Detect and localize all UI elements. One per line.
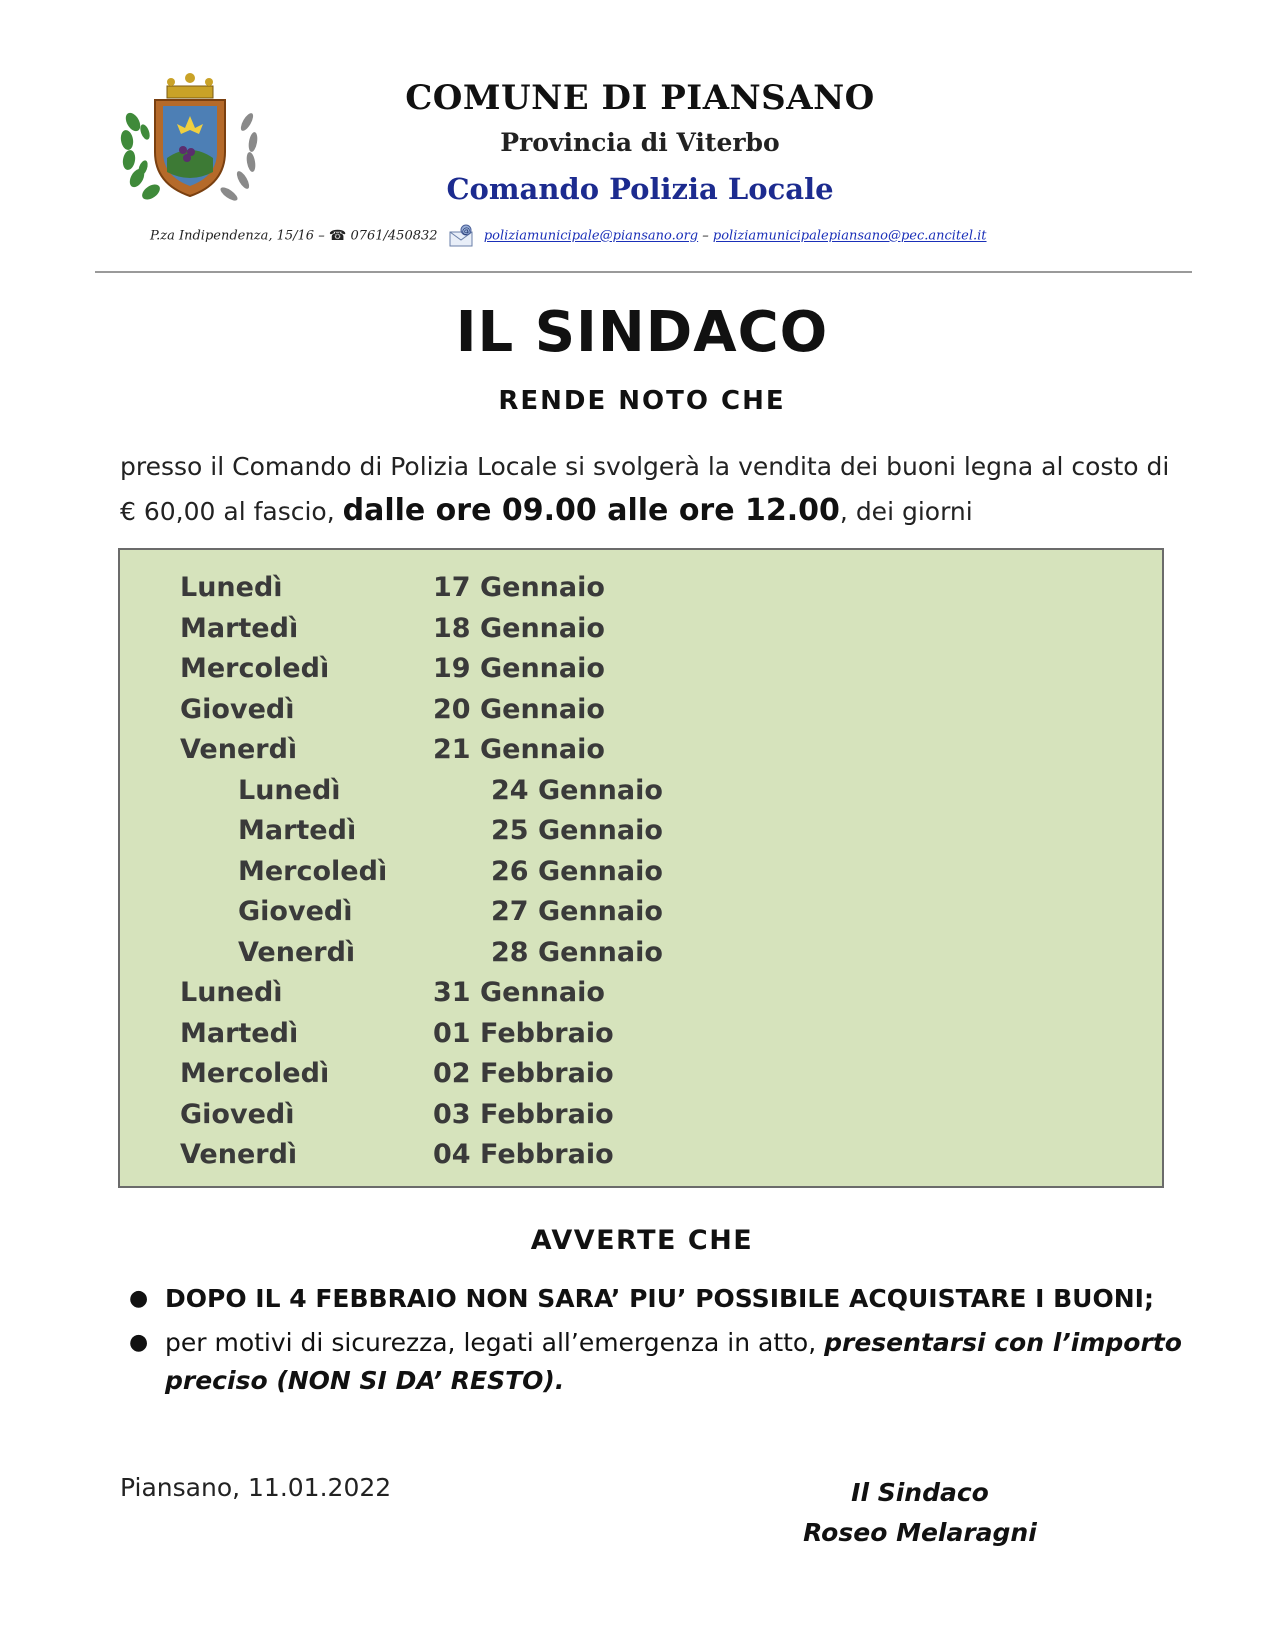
sales-hours: dalle ore 09.00 alle ore 12.00 xyxy=(342,493,840,528)
municipality-title: COMUNE DI PIANSANO xyxy=(405,78,875,118)
schedule-date: 19 Gennaio xyxy=(433,653,605,684)
schedule-day: Martedì xyxy=(180,1017,299,1049)
intro-text: presso il Comando di Polizia Locale si svolgerà la vendita dei buoni legna al costo di € 60,00 al fascio, xyxy=(120,452,1170,526)
schedule-date: 24 Gennaio xyxy=(491,774,663,806)
phone-icon: ☎ xyxy=(328,228,347,244)
signature-name: Roseo Melaragni xyxy=(803,1518,1037,1547)
place-date: Piansano, 11.01.2022 xyxy=(120,1473,392,1502)
schedule-day: Lunedì xyxy=(180,977,283,1008)
schedule-date: 18 Gennaio xyxy=(433,612,605,644)
schedule-day: Giovedì xyxy=(238,896,353,927)
schedule-day: Mercoledì xyxy=(180,1058,330,1089)
schedule-day: Giovedì xyxy=(180,693,295,725)
contact-line xyxy=(150,224,987,248)
schedule-day: Venerdì xyxy=(180,1139,298,1170)
schedule-date: 04 Febbraio xyxy=(433,1139,614,1170)
crest-logo xyxy=(115,72,265,210)
schedule-day: Martedì xyxy=(180,612,299,644)
province-name: Provincia di Viterbo xyxy=(500,128,780,157)
schedule-date: 17 Gennaio xyxy=(433,572,605,603)
notice-heading: IL SINDACO xyxy=(455,300,829,365)
svg-text:@: @ xyxy=(461,226,470,235)
schedule-date: 31 Gennaio xyxy=(433,977,605,1008)
schedule-day: Mercoledì xyxy=(180,653,330,684)
warning-heading: AVVERTE CHE xyxy=(530,1225,754,1256)
schedule-date: 28 Gennaio xyxy=(491,936,663,968)
schedule-date: 02 Febbraio xyxy=(433,1058,614,1089)
bullet-icon: ● xyxy=(129,1286,149,1311)
signature-title: Il Sindaco xyxy=(851,1478,989,1507)
schedule-day: Lunedì xyxy=(180,572,283,603)
warning-exact-amount: presentarsi con l’importo preciso (NON SI DA’ RESTO). xyxy=(165,1328,1182,1395)
contact-separator: – xyxy=(702,228,709,244)
email-link[interactable]: poliziamunicipale@piansano.org xyxy=(483,228,699,244)
list-item xyxy=(125,1324,1185,1400)
schedule-date: 01 Febbraio xyxy=(433,1017,614,1049)
schedule-day: Venerdì xyxy=(180,734,298,765)
schedule-date: 20 Gennaio xyxy=(433,693,605,725)
intro-end-text: , dei giorni xyxy=(839,497,973,526)
phone-number: 0761/450832 xyxy=(350,228,438,244)
warning-list xyxy=(125,1280,1185,1400)
intro-paragraph xyxy=(120,445,1170,534)
pec-link[interactable]: poliziamunicipalepiansano@pec.ancitel.it xyxy=(712,228,987,244)
schedule-box xyxy=(118,548,1164,1188)
address-text: P.za Indipendenza, 15/16 – xyxy=(150,228,325,244)
schedule-date: 03 Febbraio xyxy=(433,1098,614,1130)
notice-subheading: RENDE NOTO CHE xyxy=(498,386,786,416)
schedule-date: 21 Gennaio xyxy=(433,734,605,765)
schedule-day: Venerdì xyxy=(238,936,356,968)
warning-deadline-text: DOPO IL 4 FEBBRAIO NON SARA’ PIU’ POSSIBILE ACQUISTARE I BUONI; xyxy=(165,1284,1154,1313)
signature-block xyxy=(770,1473,1070,1553)
schedule-day: Martedì xyxy=(238,815,357,846)
email-icon xyxy=(446,224,476,248)
police-unit-name: Comando Polizia Locale xyxy=(446,172,834,206)
bullet-icon: ● xyxy=(129,1330,149,1355)
schedule-date: 25 Gennaio xyxy=(491,815,663,846)
list-item xyxy=(125,1280,1185,1318)
schedule-day: Mercoledì xyxy=(238,855,388,887)
schedule-day: Giovedì xyxy=(180,1098,295,1130)
schedule-date: 26 Gennaio xyxy=(491,855,663,887)
header-divider xyxy=(95,271,1192,273)
warning-safety-text: per motivi di sicurezza, legati all’emergenza in atto, xyxy=(165,1328,825,1357)
schedule-day: Lunedì xyxy=(238,774,341,806)
schedule-date: 27 Gennaio xyxy=(491,896,663,927)
